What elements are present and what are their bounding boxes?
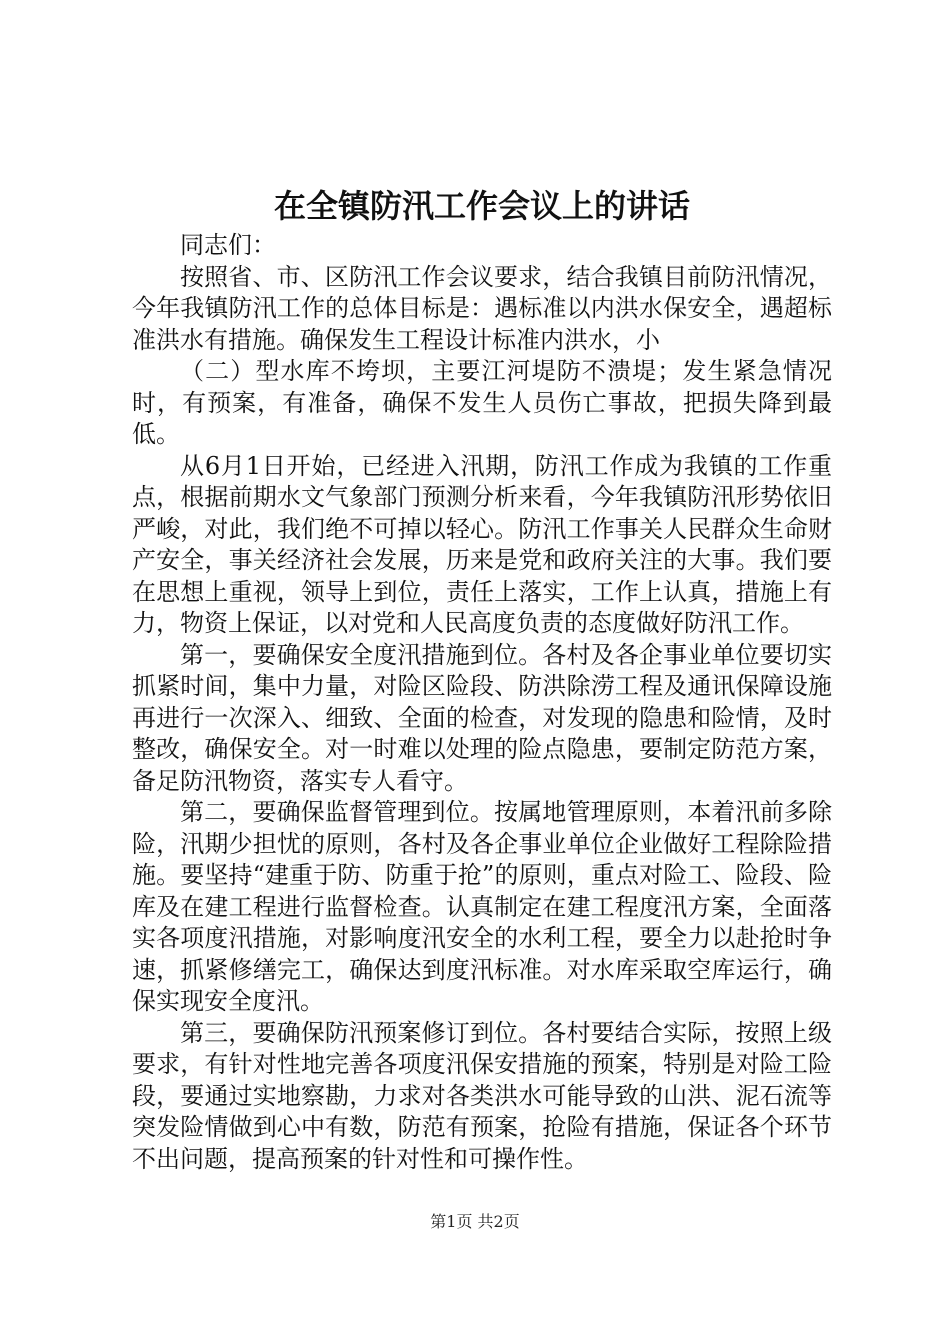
paragraph-goal: 按照省、市、区防汛工作会议要求，结合我镇目前防汛情况，今年我镇防汛工作的总体目标是：遇标准以内洪水保安全，遇超标准洪水有措施。确保发生工程设计标准内洪水，小 [132, 262, 832, 354]
paragraph-situation: 从6月1日开始，已经进入汛期，防汛工作成为我镇的工作重点，根据前期水文气象部门预测分析来看，今年我镇防汛形势依旧严峻，对此，我们绝不可掉以轻心。防汛工作事关人民群众生命财产安全，事关经济社会发展，历来是党和政府关注的大事。我们要在思想上重视，领导上到位，责任上落实，工作上认真，措施上有力，物资上保证，以对党和人民高度负责的态度做好防汛工作。 [132, 451, 832, 637]
paragraph-goal-continued: （二）型水库不垮坝，主要江河堤防不溃堤；发生紧急情况时，有预案，有准备，确保不发生人员伤亡事故，把损失降到最低。 [132, 357, 832, 448]
document-title: 在全镇防汛工作会议上的讲话 [273, 187, 690, 225]
paragraph-second-point: 第二，要确保监督管理到位。按属地管理原则，本着汛前多除险，汛期少担忧的原则，各村及各企事业单位企业做好工程除险措施。要坚持“建重于防、防重于抢”的原则，重点对险工、险段、险库及在建工程进行监督检查。认真制定在建工程度汛方案，全面落实各项度汛措施，对影响度汛安全的水利工程，要全力以赴抢时争速，抓紧修缮完工，确保达到度汛标准。对水库采取空库运行，确保实现安全度汛。 [132, 798, 832, 1015]
paragraph-salutation: 同志们： [180, 231, 276, 259]
page-number-footer: 第1页 共2页 [430, 1212, 520, 1231]
paragraph-first-point: 第一，要确保安全度汛措施到位。各村及各企事业单位要切实抓紧时间，集中力量，对险区险段、防洪除涝工程及通讯保障设施再进行一次深入、细致、全面的检查，对发现的隐患和险情，及时整改，确保安全。对一时难以处理的险点隐患，要制定防范方案，备足防汛物资，落实专人看守。 [132, 640, 832, 795]
paragraph-third-point: 第三，要确保防汛预案修订到位。各村要结合实际，按照上级要求，有针对性地完善各项度汛保安措施的预案，特别是对险工险段，要通过实地察勘，力求对各类洪水可能导致的山洪、泥石流等突发险情做到心中有数，防范有预案，抢险有措施，保证各个环节不出问题，提高预案的针对性和可操作性。 [132, 1018, 832, 1173]
document-body [132, 186, 832, 1175]
